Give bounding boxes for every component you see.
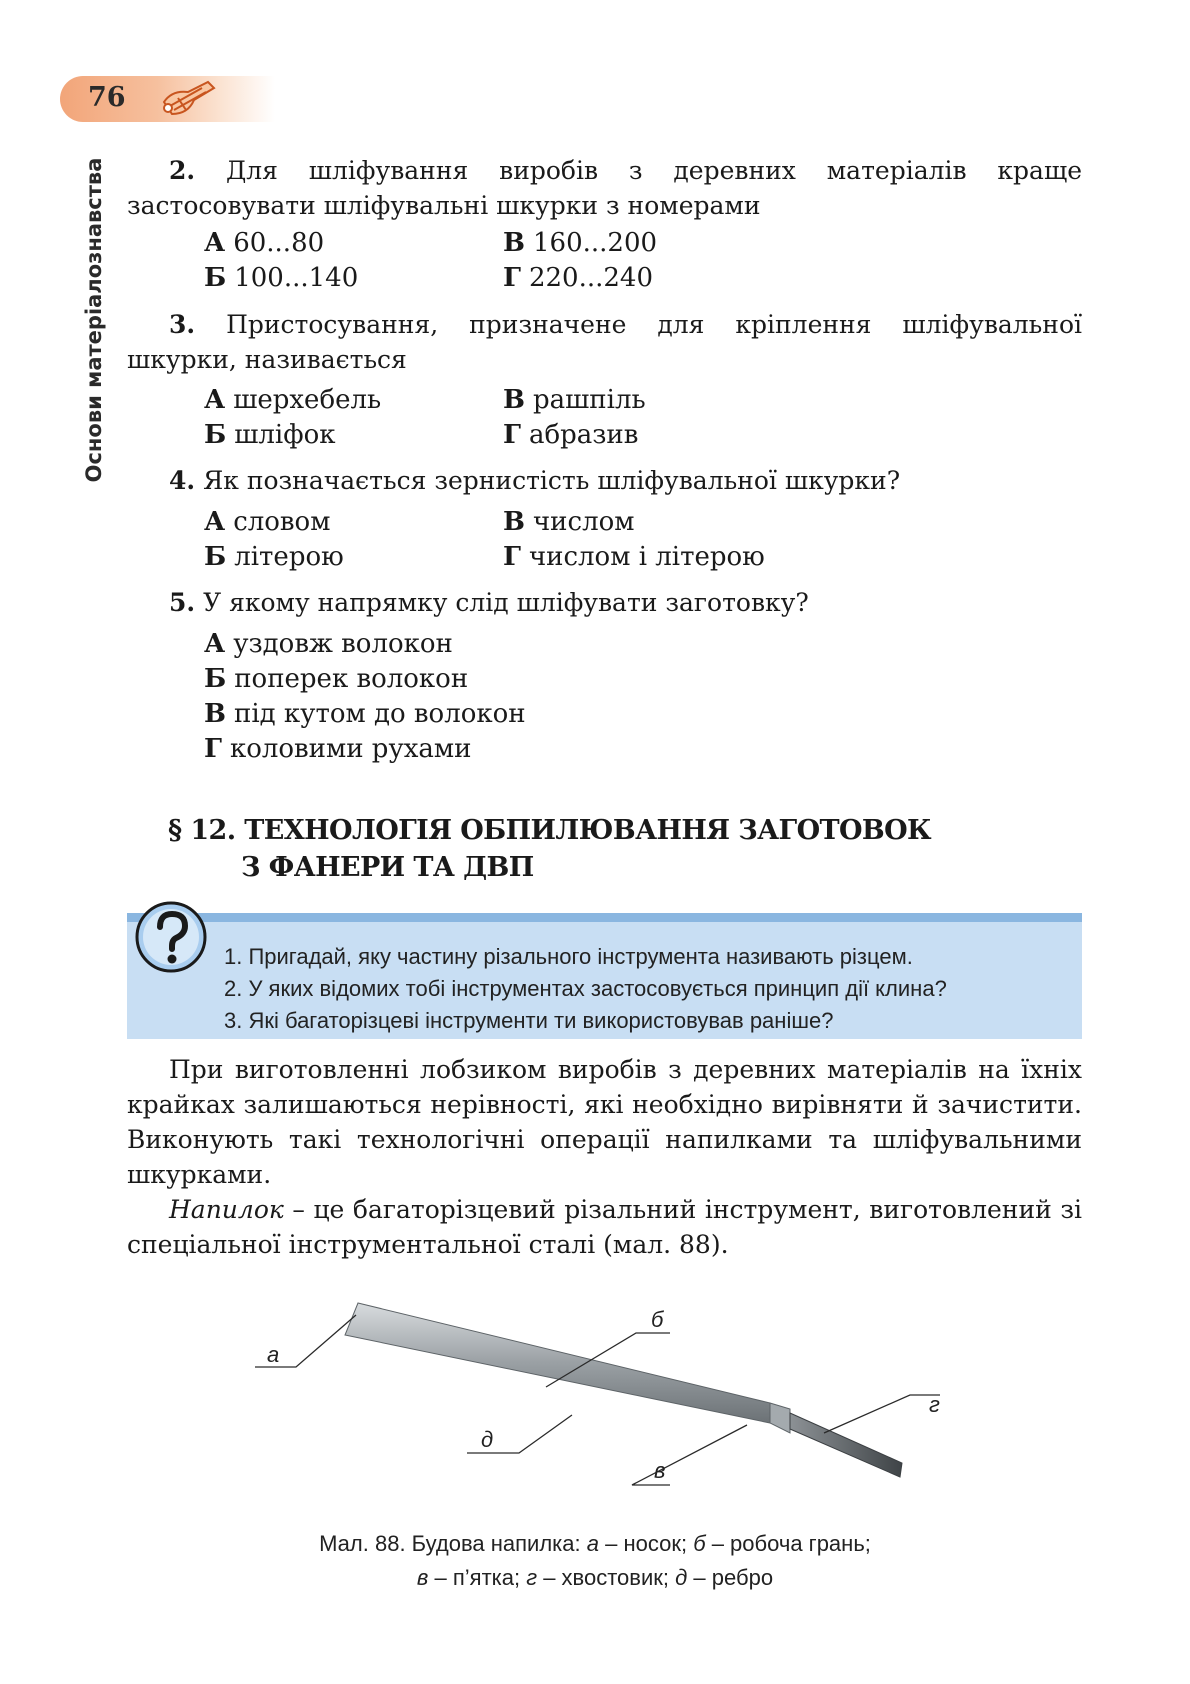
question-mark-icon xyxy=(133,899,209,975)
section-title xyxy=(168,812,931,886)
option-b: Б шліфок xyxy=(204,420,336,450)
option-g: Г числом і літерою xyxy=(503,542,765,572)
option-b: Б поперек волокон xyxy=(204,664,469,694)
tools-icon xyxy=(158,76,220,122)
question-number: 4. xyxy=(169,466,196,495)
option-a: А уздовж волокон xyxy=(204,629,453,659)
side-section-label: Основи матеріалознавства xyxy=(82,157,106,483)
option-g: Г коловими рухами xyxy=(204,734,472,764)
question-number: 2. xyxy=(169,156,196,185)
figure-label-v: в xyxy=(654,1458,666,1483)
question-5 xyxy=(127,585,1082,620)
recall-item: 2. У яких відомих тобі інструментах застосовується принцип дії клина? xyxy=(224,976,947,1001)
figure-label-a: а xyxy=(267,1342,280,1367)
section-title-line-2: З ФАНЕРИ ТА ДВП xyxy=(241,852,534,883)
option-a: А шерхебель xyxy=(204,385,382,415)
paragraph-definition: Напилок – це багаторізцевий різальний інструмент, виготовлений зі спеціальної інструментальної сталі (мал. 88). xyxy=(127,1195,1082,1259)
question-number: 3. xyxy=(169,310,196,339)
recall-list xyxy=(224,941,947,1037)
file-heel xyxy=(770,1403,790,1433)
figure-label-d: д xyxy=(481,1427,494,1452)
question-text: У якому напрямку слід шліфувати заготовку? xyxy=(203,588,809,617)
option-b: Б літерою xyxy=(204,542,344,572)
option-v: В 160...200 xyxy=(503,228,658,258)
page-number: 76 xyxy=(88,82,126,113)
section-title-line-1: § 12. ТЕХНОЛОГІЯ ОБПИЛЮВАННЯ ЗАГОТОВОК xyxy=(168,815,932,846)
option-a: А словом xyxy=(204,507,331,537)
question-4 xyxy=(127,463,1082,498)
option-g: Г 220...240 xyxy=(503,263,653,293)
option-v: В числом xyxy=(503,507,635,537)
question-2 xyxy=(127,153,1082,223)
option-a: А 60...80 xyxy=(204,228,325,258)
term-napylok: Напилок xyxy=(169,1195,284,1224)
option-g: Г абразив xyxy=(503,420,639,450)
figure-label-b: б xyxy=(651,1307,664,1332)
question-text: Як позначається зернистість шліфувальної шкурки? xyxy=(203,466,901,495)
question-number: 5. xyxy=(169,588,196,617)
option-v: В під кутом до волокон xyxy=(204,699,526,729)
recall-item: 1. Пригадай, яку частину різального інструмента називають різцем. xyxy=(224,944,913,969)
question-text: Для шліфування виробів з деревних матеріалів краще застосовувати шліфувальні шкурки з номерами xyxy=(127,156,1082,220)
caption-line-1: Мал. 88. Будова напилка: а – носок; б – робоча грань; xyxy=(319,1531,871,1556)
recall-box xyxy=(127,913,1082,1039)
question-text: Пристосування, призначене для кріплення шліфувальної шкурки, називається xyxy=(127,310,1082,374)
recall-item: 3. Які багаторізцеві інструменти ти використовував раніше? xyxy=(224,1008,834,1033)
question-3 xyxy=(127,307,1082,377)
file-illustration xyxy=(250,1295,950,1525)
caption-line-2: в – п’ятка; г – хвостовик; д – ребро xyxy=(416,1565,774,1590)
figure-label-g: г xyxy=(929,1392,940,1417)
option-b: Б 100...140 xyxy=(204,263,359,293)
option-v: В рашпіль xyxy=(503,385,646,415)
figure-caption xyxy=(150,1527,1040,1595)
file-blade xyxy=(345,1303,770,1423)
paragraph-intro: При виготовленні лобзиком виробів з деревних матеріалів на їхніх крайках залишаються нерівності, які необхідно вирівняти й зачистити. Виконують такі технологічні операції напилками та шліфувальними шкурками. xyxy=(127,1055,1082,1189)
